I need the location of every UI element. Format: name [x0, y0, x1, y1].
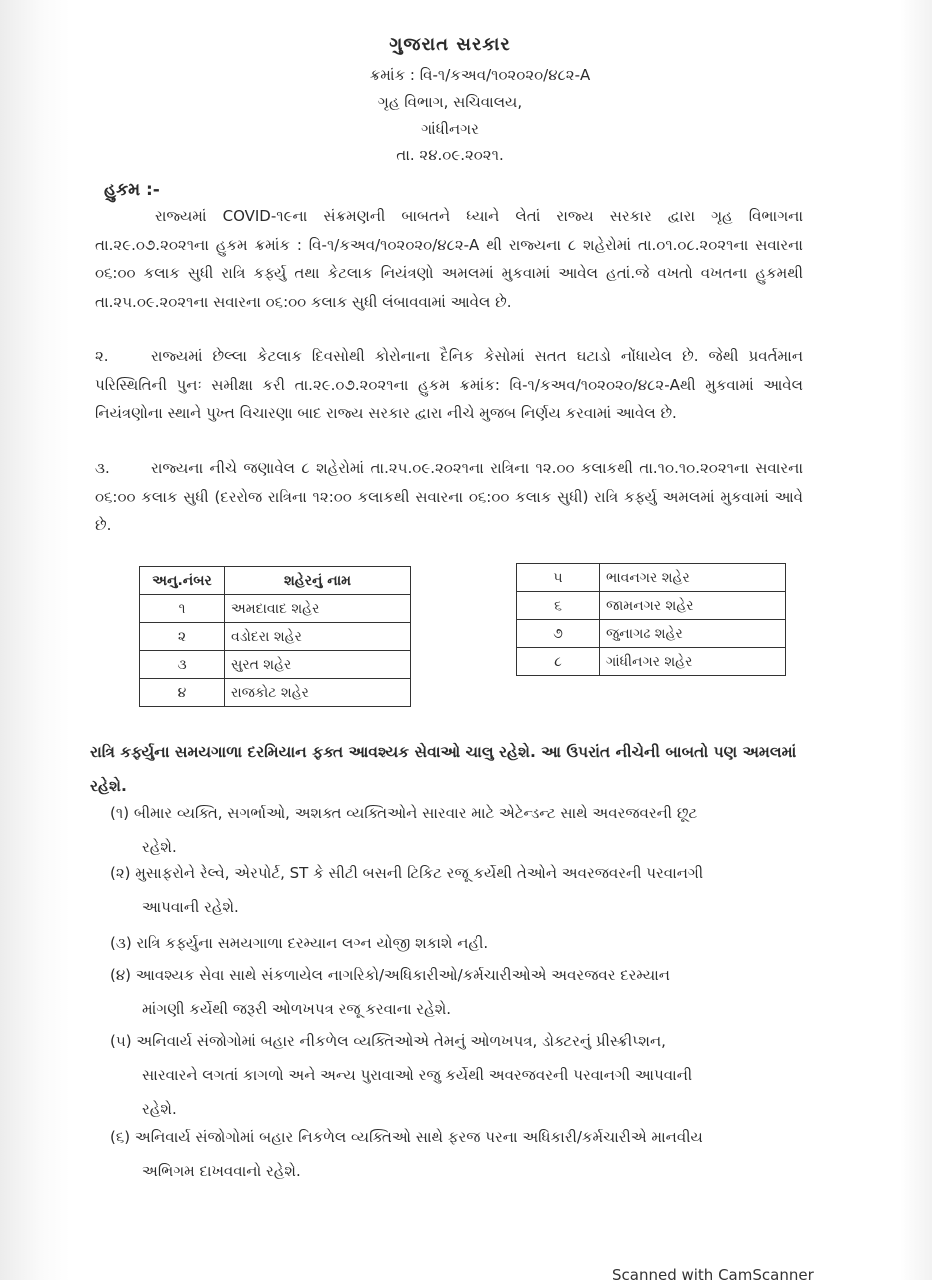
- city-number: ૫: [517, 564, 600, 592]
- paragraph-3-text: રાજ્યના નીચે જણાવેલ ૮ શહેરોમાં તા.૨૫.૦૯.૨૦૨૧ના રાત્રિના ૧૨.૦૦ કલાકથી તા.૧૦.૧૦.૨૦૨૧ના સવારના ૦૬:૦૦ કલાક સુધી (દરરોજ રાત્રિના ૧૨:૦૦ કલાકથી સવારના ૦૬:૦૦ કલાક સુધી) રાત્રિ કર્ફ્યુ અમલમાં મુકવામાં આવે છે.: [95, 459, 803, 534]
- city-name: અમદાવાદ શહેર: [225, 595, 411, 623]
- order-date: તા. ૨૪.૦૯.૨૦૨૧.: [396, 146, 504, 164]
- table-header-row: [140, 567, 411, 595]
- hukam-heading: હુકમ :-: [104, 180, 160, 200]
- city-name: સુરત શહેર: [225, 651, 411, 679]
- item-line: (૬) અનિવાર્ય સંજોગોમાં બહાર નિકળેલ વ્યક્તિઓ સાથે ફરજ પરના અધિકારી/કર્મચારીએ માનવીય: [110, 1128, 703, 1146]
- list-item: [110, 856, 826, 924]
- city-name: વડોદરા શહેર: [225, 623, 411, 651]
- table-row: [517, 620, 786, 648]
- item-continuation: માંગણી કર્યેથી જરૂરી ઓળખપત્ર રજૂ કરવાના રહેશે.: [142, 1000, 452, 1018]
- table-row: [517, 564, 786, 592]
- table-row: [517, 592, 786, 620]
- city-number: ૨: [140, 623, 225, 651]
- city-number: ૪: [140, 679, 225, 707]
- item-continuation: રહેશે.: [142, 838, 177, 856]
- city-number: ૧: [140, 595, 225, 623]
- item-line: (૪) આવશ્યક સેવા સાથે સંકળાયેલ નાગરિકો/અધિકારીઓ/કર્મચારીઓએ અવરજવર દરમ્યાન: [110, 966, 670, 984]
- city-name: જામનગર શહેર: [600, 592, 786, 620]
- table-row: [517, 648, 786, 676]
- city-name: ગાંધીનગર શહેર: [600, 648, 786, 676]
- city-number: ૭: [517, 620, 600, 648]
- list-item: [110, 796, 826, 864]
- paragraph-3: [95, 454, 803, 540]
- city-number: ૬: [517, 592, 600, 620]
- department-line: ગૃહ વિભાગ, સચિવાલય,: [377, 93, 523, 111]
- city-number: ૮: [517, 648, 600, 676]
- paragraph-3-number: ૩.: [95, 459, 110, 477]
- scanner-watermark: Scanned with CamScanner: [612, 1266, 814, 1284]
- list-item: [110, 1024, 826, 1126]
- item-continuation: આપવાની રહેશે.: [142, 898, 239, 916]
- item-line: (૧) બીમાર વ્યક્તિ, સગર્ભાઓ, અશક્ત વ્યક્તિઓને સારવાર માટે એટેન્ડન્ટ સાથે અવરજવરની છૂટ: [110, 804, 698, 822]
- serial-number-header: અનુ.નંબર: [140, 567, 225, 595]
- item-line: (૩) રાત્રિ કર્ફ્યુના સમયગાળા દરમ્યાન લગ્ન યોજી શકાશે નહી.: [110, 934, 489, 952]
- item-line: (૨) મુસાફરોને રેલ્વે, એરપોર્ટ, ST કે સીટી બસની ટિકિટ રજૂ કર્યેથી તેઓને અવરજવરની પરવાનગી: [110, 864, 704, 882]
- cities-table-left: [139, 566, 411, 707]
- item-continuation: રહેશે.: [142, 1100, 177, 1118]
- paragraph-2-number: ૨.: [95, 347, 109, 365]
- city-number: ૩: [140, 651, 225, 679]
- item-continuation: સારવારને લગતાં કાગળો અને અન્ય પુરાવાઓ રજુ કર્યેથી અવરજવરની પરવાનગી આપવાની: [142, 1066, 693, 1084]
- cities-table-right: [516, 563, 786, 676]
- city-name: ભાવનગર શહેર: [600, 564, 786, 592]
- table-row: [140, 623, 411, 651]
- item-continuation: અભિગમ દાખવવાનો રહેશે.: [142, 1162, 301, 1180]
- government-title: ગુજરાત સરકાર: [389, 34, 511, 55]
- paragraph-2: [95, 342, 803, 428]
- list-item: [110, 958, 826, 1026]
- city-name: રાજકોટ શહેર: [225, 679, 411, 707]
- paragraph-1: રાજ્યમાં COVID-૧૯ના સંક્રમણની બાબતને ધ્યાને લેતાં રાજ્ય સરકાર દ્વારા ગૃહ વિભાગના તા.૨૯.૦૭.૨૦૨૧ના હુકમ ક્રમાંક : વિ-૧/કઅવ/૧૦૨૦૨૦/૪૮૨-A થી રાજ્યના ૮ શહેરોમાં તા.૦૧.૦૮.૨૦૨૧ના સવારના ૦૬:૦૦ કલાક સુધી રાત્રિ કર્ફ્યુ તથા કેટલાક નિયંત્રણો અમલમાં મુકવામાં આવેલ હતાં.જે વખતો વખતના હુકમથી તા.૨૫.૦૯.૨૦૨૧ના સવારના ૦૬:૦૦ કલાક સુધી લંબાવવામાં આવેલ છે.: [95, 207, 803, 311]
- city-name: જુનાગઢ શહેર: [600, 620, 786, 648]
- paragraph-2-text: રાજ્યમાં છેલ્લા કેટલાક દિવસોથી કોરોનાના દૈનિક કેસોમાં સતત ઘટાડો નોંધાયેલ છે. જેથી પ્રવર્તમાન પરિસ્થિતિની પુનઃ સમીક્ષા કરી તા.૨૯.૦૭.૨૦૨૧ના હુકમ ક્રમાંક: વિ-૧/કઅવ/૧૦૨૦૨૦/૪૮૨-Aથી મુકવામાં આવેલ નિયંત્રણોના સ્થાને પુખ્ત વિચારણા બાદ રાજ્ય સરકાર દ્વારા નીચે મુજબ નિર્ણય કરવામાં આવેલ છે.: [95, 347, 803, 422]
- city-name-header: શહેરનું નામ: [225, 567, 411, 595]
- curfew-note: રાત્રિ કર્ફ્યુના સમયગાળા દરમિયાન ફક્ત આવશ્યક સેવાઓ ચાલુ રહેશે. આ ઉપરાંત નીચેની બાબતો પણ અમલમાં રહેશે.: [90, 743, 797, 795]
- table-row: [140, 651, 411, 679]
- list-item: [110, 926, 826, 960]
- item-line: (૫) અનિવાર્ય સંજોગોમાં બહાર નીકળેલ વ્યક્તિઓએ તેમનું ઓળખપત્ર, ડોક્ટરનું પ્રીસ્ક્રીપ્શન,: [110, 1032, 666, 1050]
- order-number: ક્રમાંક : વિ-૧/કઅવ/૧૦૨૦૨૦/૪૮૨-A: [369, 66, 591, 84]
- list-item: [110, 1120, 826, 1188]
- place-line: ગાંધીનગર: [421, 120, 479, 138]
- table-row: [140, 679, 411, 707]
- table-row: [140, 595, 411, 623]
